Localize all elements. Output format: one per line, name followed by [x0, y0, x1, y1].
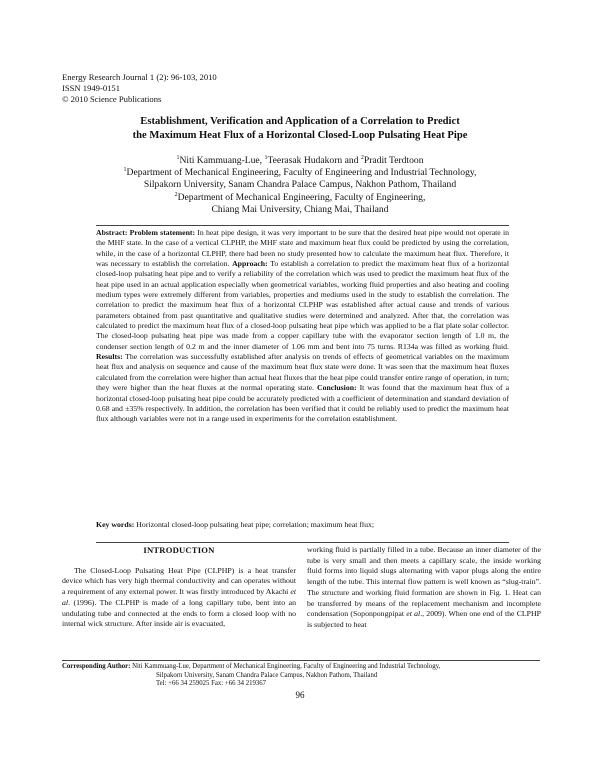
- approach-text: To establish a correlation to predict the maximum heat flux of a horizontal closed-loop pulsating heat pipe and to verify a reliability of the correlation which was used to predict the maximum heat flux of the heat pipe used in an actual application especially when geometrical variables, working fluid properties and also heating and cooling medium types were extremely different from variables, properties and mediums used in the study to establish the correlation. The correlation to predict the maximum heat flux of a horizontal CLPHP was established after actual cause and trends of various parameters obtained from past quantitative and qualitative studies were determined and analyzed. After that, the correlation was calculated to predict the maximum heat flux of a closed-loop pulsating heat pipe which was applied to be a flat plate solar collector. The closed-loop pulsating heat pipe was made from a copper capillary tube with the evaporator section length of 1.0 m, the condenser section length of 0.2 m and the inner diameter of 1.06 mm and bent into 75 turns. R134a was filled as working fluid.: [96, 259, 510, 351]
- author-block: [60, 155, 540, 216]
- corresponding-author-line-2: Silpakorn University, Sanam Chandra Palace Campus, Nakhon Pathom, Thailand: [156, 671, 378, 679]
- author3: Pradit Terdtoon: [363, 155, 424, 166]
- author1: Niti Kammuang-Lue,: [179, 155, 265, 166]
- intro-paragraph-continued: working fluid is partially filled in a tube. Because an inner diameter of the tube is very small and then meets a capillary scale, the inside working fluid forms into liquid slugs alternating with vapor plugs along the entire length of the tube. This internal flow pattern is well known as “slug-train”. The structure and working fluid formation are shown in Fig. 1. Heat can be transferred by means of the replacement mechanism and incomplete condensation (Soponpongpipat et al., 2009). When one end of the CLPHP is subjected to heat: [307, 545, 541, 629]
- journal-copyright: © 2010 Science Publications: [62, 94, 162, 104]
- author3-sup: 2: [360, 154, 364, 161]
- author2: Teerasak Hudakorn and: [267, 155, 361, 166]
- right-column: [307, 545, 541, 631]
- journal-info: [62, 72, 217, 105]
- corresponding-author-line-1: Niti Kammuang-Lue, Department of Mechanical Engineering, Faculty of Engineering and Industrial Technology,: [130, 663, 441, 670]
- author-names: [60, 155, 540, 167]
- corresponding-author-label: Corresponding Author:: [62, 663, 131, 670]
- keywords-text: Horizontal closed-loop pulsating heat pipe; correlation; maximum heat flux;: [134, 520, 375, 529]
- author2-sup: 1: [264, 154, 268, 161]
- author1-sup: 1: [176, 154, 180, 161]
- results-text: The correlation was successfully established after analysis on trends of effects of geometrical variables on the maximum heat flux and analysis on sequence and cause of the maximum heat flux state were done. It was seen that the maximum heat fluxes calculated from the correlation were higher than actual heat fluxes that the heat pipe could transfer entire range of operation, in turn; they were higher than the heat fluxes at the normal operating state.: [96, 352, 509, 393]
- footer-divider: [62, 660, 540, 661]
- abstract-label: Abstract:: [96, 228, 128, 237]
- intro-paragraph-1: The Closed-Loop Pulsating Heat Pipe (CLPHP) is a heat transfer device which has very high thermal conductivity and can operates without a requirement of any external power. It was firstly introduced by Akachi et al. (1996). The CLPHP is made of a long capillary tube, bent into an undulating tube and connected at the ends to form a closed loop with no internal wick structure. After inside air is evacuated,: [62, 565, 296, 629]
- title-line-1: Establishment, Verification and Application of a Correlation to Predict: [140, 116, 460, 127]
- approach-label: Approach:: [232, 259, 268, 269]
- corresponding-author: [62, 663, 542, 689]
- results-label: Results:: [96, 352, 123, 362]
- section-heading-introduction: INTRODUCTION: [143, 545, 215, 555]
- page-number: 96: [295, 690, 305, 700]
- journal-issn: ISSN 1949-0151: [62, 83, 121, 93]
- affiliation-2-line-2: Chiang Mai University, Chiang Mai, Thailand: [211, 203, 389, 215]
- keywords-label: Key words:: [96, 520, 135, 529]
- left-column: [62, 545, 296, 630]
- title-line-2: the Maximum Heat Flux of a Horizontal Closed-Loop Pulsating Heat Pipe: [132, 129, 468, 141]
- problem-label: Problem statement:: [129, 228, 196, 237]
- affiliation-2-line-1: $^2$Department of Mechanical Engineering, Faculty of Engineering,: [174, 191, 426, 203]
- corresponding-author-contact: Tel: +66 34 259025 Fax: +66 34 219367: [156, 680, 267, 688]
- keywords: [96, 520, 509, 530]
- abstract: [96, 228, 509, 425]
- problem-text: In heat pipe design, it was very important to be sure that the desired heat pipe would not operate in the MHF state. In the case of a vertical CLPHP, the MHF state and maximum heat flux could be predicted by using the correlation, while, in the case of a horizontal CLPHP, there had been no study presented how to calculate the maximum heat flux. Therefore, it was necessary to establish the correlation.: [96, 228, 510, 269]
- journal-citation: Energy Research Journal 1 (2): 96-103, 2010: [62, 72, 217, 82]
- conclusion-label: Conclusion:: [316, 383, 357, 393]
- affiliation-1-line-2: Silpakorn University, Sanam Chandra Palace Campus, Nakhon Pathom, Thailand: [143, 179, 457, 191]
- conclusion-text: It was found that the maximum heat flux of a horizontal closed-loop pulsating heat pipe could be accurately predicted with a coefficient of determination and standard deviation of 0.68 and ±35% respectively. In addition, the correlation has been verified that it could be reliably used to predict the maximum heat flux although variables were not in a range used in experiments for the correlation establishment.: [96, 383, 510, 424]
- paper-title: [60, 115, 540, 142]
- affiliation-1-line-1: $^1$Department of Mechanical Engineering, Faculty of Engineering and Industrial Technology,: [123, 167, 477, 179]
